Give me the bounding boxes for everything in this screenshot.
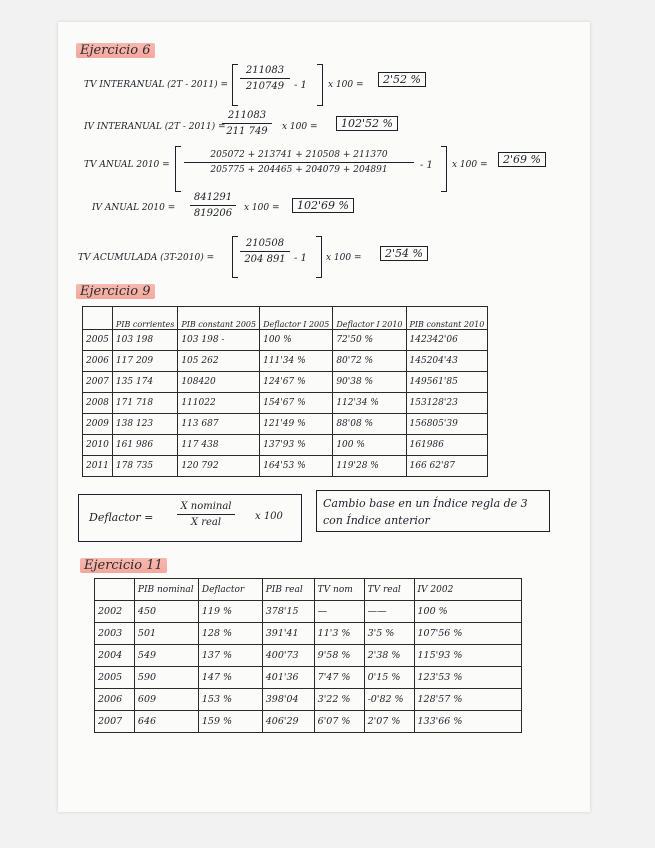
table-cell: 113 687 (178, 414, 260, 435)
ej6-l3-fraction (184, 150, 414, 175)
ej6-l4-label: IV ANUAL 2010 = (92, 203, 176, 213)
numerator: 210508 (245, 238, 285, 249)
ej6-l3-label: TV ANUAL 2010 = (84, 160, 170, 170)
fraction-bar (184, 162, 414, 163)
denominator: 211 749 (226, 126, 268, 137)
table-row (95, 711, 522, 733)
header-cell: Deflactor I 2005 (260, 307, 333, 330)
header-cell: PIB constant 2010 (406, 307, 488, 330)
header-cell (95, 579, 135, 601)
table-cell: 161 986 (112, 435, 177, 456)
ej6-l3-result: 2'69 % (498, 152, 546, 167)
table-cell: 450 (134, 601, 198, 623)
header-cell: PIB constant 2005 (178, 307, 260, 330)
minus-one: - 1 (420, 160, 433, 171)
fraction-bar (190, 205, 236, 206)
bracket-right (317, 64, 323, 106)
ej9-table (82, 306, 488, 477)
table-cell: 549 (134, 645, 198, 667)
table-cell: 100 % (414, 601, 522, 623)
year-cell: 2008 (83, 393, 113, 414)
table-cell: 115'93 % (414, 645, 522, 667)
table-cell: 119'28 % (333, 456, 406, 477)
year-cell: 2005 (83, 330, 113, 351)
table-cell: 400'73 (262, 645, 314, 667)
ej11-heading: Ejercicio 11 (80, 558, 167, 573)
table-cell: 107'56 % (414, 623, 522, 645)
table-cell: 590 (134, 667, 198, 689)
table-cell: 406'29 (262, 711, 314, 733)
table-row (95, 645, 522, 667)
ej6-l1-result: 2'52 % (378, 72, 426, 87)
denominator: 205775 + 204465 + 204079 + 204891 (210, 165, 388, 175)
table-cell: 0'15 % (364, 667, 414, 689)
base-change-note: Cambio base en un Índice regla de 3 con Índice anterior (316, 490, 550, 532)
table-cell: 9'58 % (314, 645, 364, 667)
ej6-l4-fraction (190, 192, 236, 219)
table-cell: 117 438 (178, 435, 260, 456)
table-row (83, 456, 488, 477)
numerator: 211083 (245, 65, 285, 76)
denominator: 204 891 (244, 254, 286, 265)
ej11-table (94, 578, 522, 733)
table-row (95, 667, 522, 689)
table-cell: 124'67 % (260, 372, 333, 393)
table-cell: 137 % (198, 645, 262, 667)
year-cell: 2007 (95, 711, 135, 733)
numerator: 211083 (227, 110, 267, 121)
numerator: 841291 (193, 192, 233, 203)
table-cell: 103 198 (112, 330, 177, 351)
table-cell: 166 62'87 (406, 456, 488, 477)
year-cell: 2005 (95, 667, 135, 689)
table-cell: 164'53 % (260, 456, 333, 477)
ej6-l1-tail: x 100 = (328, 80, 364, 90)
table-cell: 153128'23 (406, 393, 488, 414)
table-cell: 117 209 (112, 351, 177, 372)
table-cell: 111022 (178, 393, 260, 414)
year-cell: 2004 (95, 645, 135, 667)
header-cell: IV 2002 (414, 579, 522, 601)
table-cell: 378'15 (262, 601, 314, 623)
ej6-l5-result: 2'54 % (380, 246, 428, 261)
table-row (83, 351, 488, 372)
table-cell: 145204'43 (406, 351, 488, 372)
table-row (95, 601, 522, 623)
table-cell: 100 % (260, 330, 333, 351)
table-cell: 137'93 % (260, 435, 333, 456)
table-cell: 3'5 % (364, 623, 414, 645)
table-cell: 133'66 % (414, 711, 522, 733)
denominator: 819206 (193, 208, 233, 219)
table-cell: 128'57 % (414, 689, 522, 711)
table-row (83, 393, 488, 414)
header-cell: TV real (364, 579, 414, 601)
table-cell: 646 (134, 711, 198, 733)
table-cell: 609 (134, 689, 198, 711)
table-cell: 7'47 % (314, 667, 364, 689)
table-cell: 108420 (178, 372, 260, 393)
table-cell: 161986 (406, 435, 488, 456)
table-cell: 135 174 (112, 372, 177, 393)
table-cell: -0'82 % (364, 689, 414, 711)
ej6-l5-fraction (240, 238, 290, 265)
table-row (83, 330, 488, 351)
table-cell: 398'04 (262, 689, 314, 711)
table-row (83, 414, 488, 435)
table-cell: 3'22 % (314, 689, 364, 711)
ej6-l4-tail: x 100 = (244, 203, 280, 213)
bracket-right (441, 146, 447, 192)
table-cell: 2'07 % (364, 711, 414, 733)
formula-label: Deflactor = (89, 511, 154, 524)
fraction-bar (177, 514, 235, 515)
table-row (95, 623, 522, 645)
bracket-left (232, 236, 238, 278)
table-cell: 138 123 (112, 414, 177, 435)
table-cell: 178 735 (112, 456, 177, 477)
ej6-l2-result: 102'52 % (336, 116, 398, 131)
table-cell: 391'41 (262, 623, 314, 645)
table-cell: 121'49 % (260, 414, 333, 435)
numerator: X nominal (180, 501, 232, 512)
header-cell: PIB corrientes (112, 307, 177, 330)
table-header-row (83, 307, 488, 330)
table-cell: 149561'85 (406, 372, 488, 393)
table-cell: 11'3 % (314, 623, 364, 645)
denominator: 210749 (245, 81, 285, 92)
table-cell: 80'72 % (333, 351, 406, 372)
ej6-l5-label: TV ACUMULADA (3T-2010) = (78, 253, 215, 263)
table-cell: 159 % (198, 711, 262, 733)
table-cell: 401'36 (262, 667, 314, 689)
table-cell: 100 % (333, 435, 406, 456)
table-cell: 128 % (198, 623, 262, 645)
deflactor-formula-box (78, 494, 302, 542)
table-cell: 142342'06 (406, 330, 488, 351)
year-cell: 2002 (95, 601, 135, 623)
table-cell: 111'34 % (260, 351, 333, 372)
table-cell: 103 198 - (178, 330, 260, 351)
table-cell: 105 262 (178, 351, 260, 372)
minus-one: - 1 (294, 253, 307, 264)
ej6-l1-fraction (240, 65, 290, 92)
table-cell: 112'34 % (333, 393, 406, 414)
table-cell: 72'50 % (333, 330, 406, 351)
table-header-row (95, 579, 522, 601)
table-cell: 2'38 % (364, 645, 414, 667)
table-cell: 6'07 % (314, 711, 364, 733)
header-cell: Deflactor I 2010 (333, 307, 406, 330)
table-row (83, 435, 488, 456)
ej9-heading: Ejercicio 9 (76, 284, 155, 299)
header-cell: TV nom (314, 579, 364, 601)
header-cell (83, 307, 113, 330)
ej6-l2-tail: x 100 = (282, 122, 318, 132)
fraction-bar (222, 123, 272, 124)
bracket-right (316, 236, 322, 278)
table-cell: 156805'39 (406, 414, 488, 435)
table-cell: 120 792 (178, 456, 260, 477)
ej6-l3-tail: x 100 = (452, 160, 488, 170)
table-row (83, 372, 488, 393)
table-cell: 501 (134, 623, 198, 645)
ej6-l2-label: IV INTERANUAL (2T - 2011) = (84, 122, 226, 132)
fraction-bar (240, 251, 290, 252)
year-cell: 2006 (83, 351, 113, 372)
bracket-left (175, 146, 181, 192)
year-cell: 2007 (83, 372, 113, 393)
table-cell: 88'08 % (333, 414, 406, 435)
year-cell: 2009 (83, 414, 113, 435)
year-cell: 2006 (95, 689, 135, 711)
year-cell: 2011 (83, 456, 113, 477)
ej6-l1-label: TV INTERANUAL (2T - 2011) = (84, 80, 228, 90)
table-cell: 90'38 % (333, 372, 406, 393)
fraction-bar (240, 78, 290, 79)
header-cell: PIB real (262, 579, 314, 601)
header-cell: Deflactor (198, 579, 262, 601)
table-row (95, 689, 522, 711)
table-cell: 123'53 % (414, 667, 522, 689)
table-cell: 119 % (198, 601, 262, 623)
denominator: X real (190, 517, 222, 528)
ej6-heading: Ejercicio 6 (76, 43, 155, 58)
formula-tail: x 100 (255, 511, 283, 522)
table-cell: 171 718 (112, 393, 177, 414)
numerator: 205072 + 213741 + 210508 + 211370 (210, 150, 388, 160)
table-cell: —— (364, 601, 414, 623)
table-cell: 154'67 % (260, 393, 333, 414)
header-cell: PIB nominal (134, 579, 198, 601)
bracket-left (232, 64, 238, 106)
year-cell: 2003 (95, 623, 135, 645)
minus-one: - 1 (294, 80, 307, 91)
year-cell: 2010 (83, 435, 113, 456)
table-cell: — (314, 601, 364, 623)
ej6-l4-result: 102'69 % (292, 198, 354, 213)
ej6-l5-tail: x 100 = (326, 253, 362, 263)
formula-fraction (177, 501, 235, 528)
table-cell: 153 % (198, 689, 262, 711)
ej6-l2-fraction (222, 110, 272, 137)
table-cell: 147 % (198, 667, 262, 689)
